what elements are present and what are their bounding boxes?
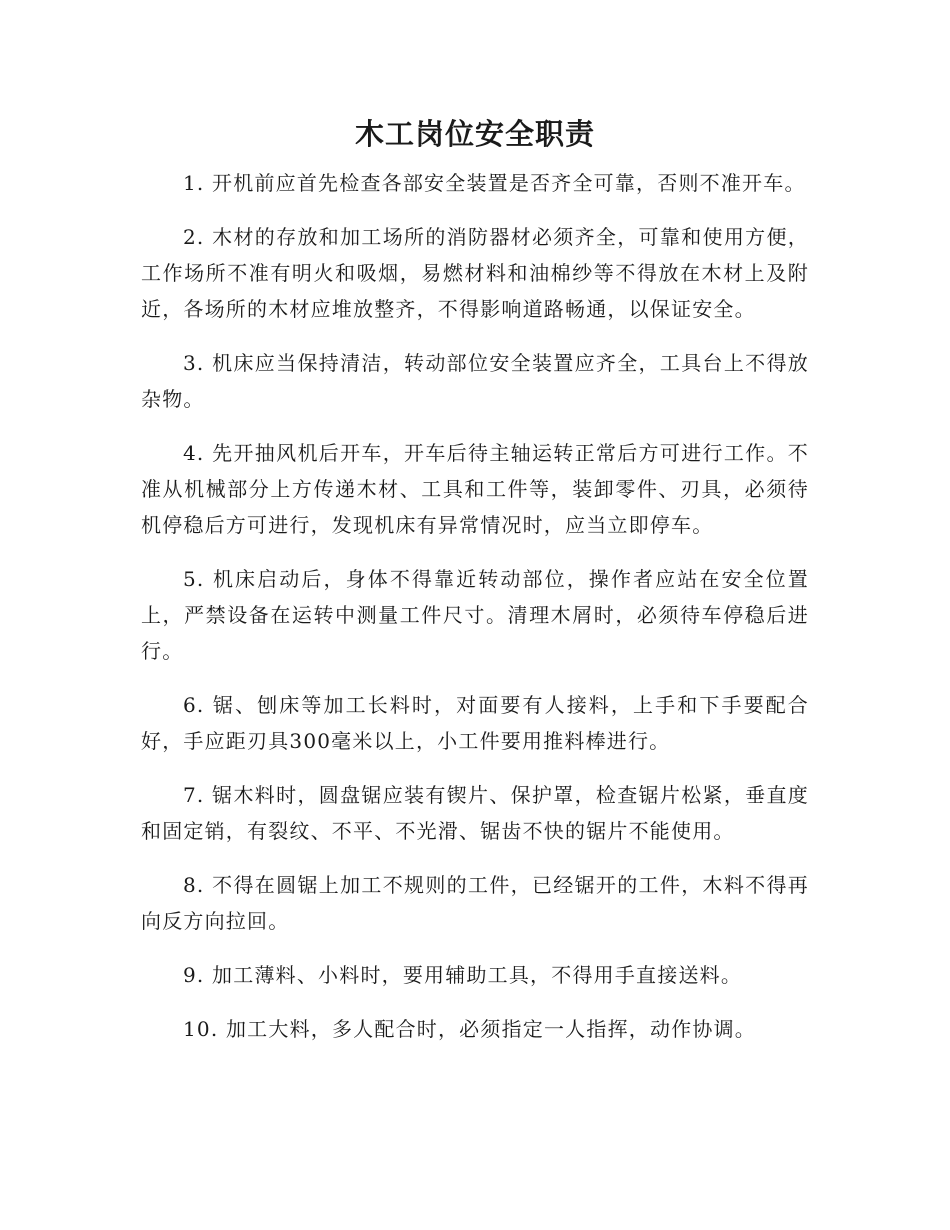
- clause-2: 2. 木材的存放和加工场所的消防器材必须齐全，可靠和使用方便，工作场所不准有明火和吸烟，易燃材料和油棉纱等不得放在木材上及附近，各场所的木材应堆放整齐，不得影响道路畅通，以保证安全。: [141, 225, 809, 321]
- clause-list: [141, 165, 809, 1065]
- clause-1: 1. 开机前应首先检查各部安全装置是否齐全可靠，否则不准开车。: [183, 171, 806, 195]
- clause-7: 7. 锯木料时，圆盘锯应装有锲片、保护罩，检查锯片松紧，垂直度和固定销，有裂纹、不平、不光滑、锯齿不快的锯片不能使用。: [141, 783, 809, 843]
- clause-4: 4. 先开抽风机后开车，开车后待主轴运转正常后方可进行工作。不准从机械部分上方传递木材、工具和工件等，装卸零件、刃具，必须待机停稳后方可进行，发现机床有异常情况时，应当立即停车。: [141, 441, 809, 537]
- clause-10: 10. 加工大料，多人配合时，必须指定一人指挥，动作协调。: [183, 1017, 756, 1041]
- clause-8: 8. 不得在圆锯上加工不规则的工件，已经锯开的工件，木料不得再向反方向拉回。: [141, 873, 809, 933]
- page-title: 木工岗位安全职责: [354, 117, 595, 151]
- clause-6: 6. 锯、刨床等加工长料时，对面要有人接料，上手和下手要配合好，手应距刃具300毫米以上，小工件要用推料棒进行。: [141, 693, 809, 753]
- clause-3: 3. 机床应当保持清洁，转动部位安全装置应齐全，工具台上不得放杂物。: [141, 351, 809, 411]
- clause-9: 9. 加工薄料、小料时，要用辅助工具，不得用手直接送料。: [183, 963, 743, 987]
- clause-5: 5. 机床启动后，身体不得靠近转动部位，操作者应站在安全位置上，严禁设备在运转中测量工件尺寸。清理木屑时，必须待车停稳后进行。: [141, 567, 809, 663]
